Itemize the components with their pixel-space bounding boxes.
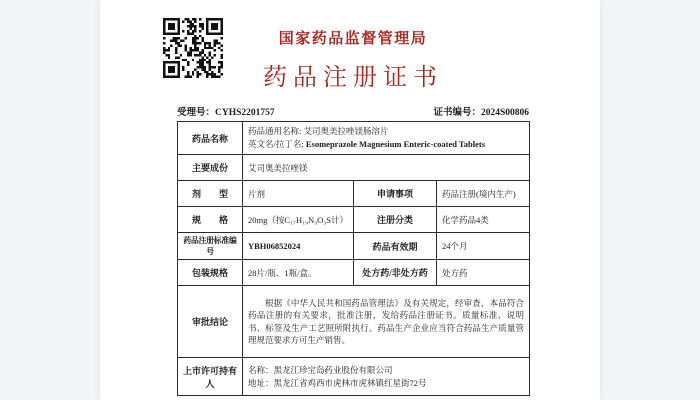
- row-dosage-form: [178, 181, 530, 207]
- specification-label: 规 格: [178, 207, 243, 233]
- drug-name-label: 药品名称: [178, 122, 243, 155]
- standard-no-value: YBH06852024: [243, 233, 354, 260]
- holder-address-value: 黑龙江省鸡西市虎林市虎林镇红星街72号: [273, 377, 427, 388]
- holder-name-label: 名称：: [248, 364, 274, 375]
- holder-address-line: [248, 377, 524, 390]
- specification-value: 20mg（按C₁₇H₁₉N₃O₃S计）: [243, 207, 354, 233]
- certificate-content: [177, 0, 529, 396]
- acceptance-number: [177, 104, 275, 118]
- registration-category-label: 注册分类: [354, 207, 437, 233]
- row-package: [178, 260, 530, 286]
- english-name-value: Esomeprazole Magnesium Enteric-coated Tablets: [305, 139, 486, 149]
- row-drug-name: [178, 122, 530, 155]
- english-name-label: 英文名/拉丁名:: [248, 139, 306, 149]
- holder-name-line: [248, 364, 524, 377]
- rx-value: 处方药: [437, 260, 530, 286]
- standard-no-label: 药品注册标准编号: [178, 233, 243, 260]
- certificate-number-label: 证书编号：: [433, 108, 481, 118]
- agency-name: 国家药品监督管理局: [278, 30, 428, 47]
- conclusion-text: 根据《中华人民共和国药品管理法》及有关规定，经审查，本品符合药品注册的有关要求，批准注册，发给药品注册证书。质量标准、说明书、标签及生产工艺照所附执行。药品生产企业应当符合药品生产质量管理规范要求方可生产销售。: [248, 297, 524, 345]
- application-item-value: 药品注册(境内生产): [437, 181, 530, 207]
- validity-label: 药品有效期: [354, 233, 437, 260]
- holder-cell: [243, 358, 530, 396]
- conclusion-cell: [243, 286, 530, 358]
- acceptance-label: 受理号：: [177, 108, 216, 118]
- english-name-line: [248, 138, 524, 151]
- generic-name-line: [248, 125, 524, 138]
- row-conclusion: [178, 286, 530, 358]
- certificate-table: [177, 121, 530, 396]
- main-ingredient-label: 主要成份: [178, 155, 243, 181]
- package-label: 包装规格: [178, 260, 243, 286]
- certificate-page: [100, 0, 600, 400]
- registration-category-value: 化学药品4类: [437, 207, 530, 233]
- main-ingredient-value: 艾司奥美拉唑镁: [243, 155, 530, 181]
- conclusion-label: 审批结论: [178, 286, 243, 358]
- certificate-number-value: 2024S00806: [480, 108, 529, 118]
- drug-name-cell: [243, 122, 530, 155]
- certificate-title: 药品注册证书: [263, 65, 443, 91]
- holder-address-label: 地址：: [248, 377, 274, 388]
- holder-label: 上市许可持有人: [178, 358, 243, 396]
- row-main-ingredient: [178, 155, 530, 181]
- dosage-form-label: 剂 型: [178, 181, 243, 207]
- package-value: 28片/瓶、1瓶/盒。: [243, 260, 354, 286]
- row-holder: [178, 358, 530, 396]
- dosage-form-value: 片剂: [243, 181, 354, 207]
- acceptance-value: CYHS2201757: [215, 108, 275, 118]
- holder-name-value: 黑龙江珍宝岛药业股份有限公司: [273, 364, 393, 375]
- meta-line: [177, 104, 529, 118]
- application-item-label: 申请事项: [354, 181, 437, 207]
- generic-name-value: 艾司奥美拉唑镁肠溶片: [303, 126, 389, 136]
- generic-name-label: 药品通用名称:: [248, 126, 304, 136]
- validity-value: 24个月: [437, 233, 530, 260]
- row-standard-no: [178, 233, 530, 260]
- rx-label: 处方药/非处方药: [354, 260, 437, 286]
- row-specification: [178, 207, 530, 233]
- certificate-number: [433, 104, 529, 118]
